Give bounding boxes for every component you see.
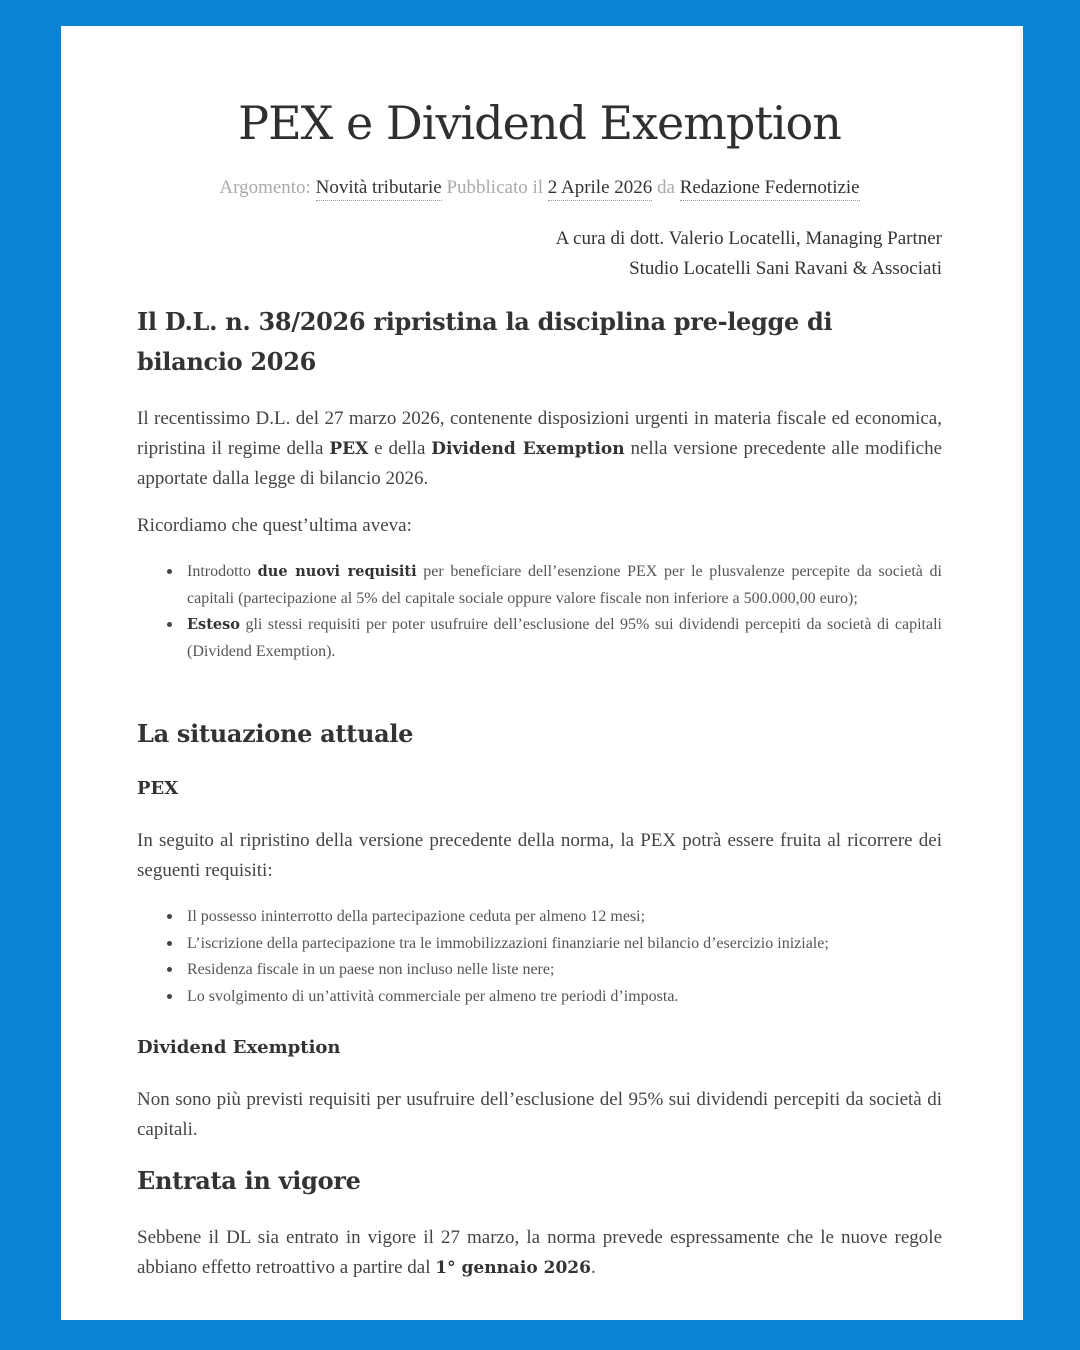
list-item: L’iscrizione della partecipazione tra le immobilizzazioni finanziarie nel bilancio d’esercizio iniziale; [137,931,942,958]
list-item [137,559,942,612]
article-page [61,26,1023,1320]
dividend-text: Non sono più previsti requisiti per usufruire dell’esclusione del 95% sui dividendi percepiti da società di capitali. [137,1089,942,1140]
list-item: Lo svolgimento di un’attività commerciale per almeno tre periodi d’imposta. [137,984,942,1011]
p1-bold-pex: PEX [329,439,369,459]
pex-heading: PEX [137,778,179,799]
p1-bold-dividend: Dividend Exemption [431,439,625,459]
list-item: Il possesso ininterrotto della partecipazione ceduta per almeno 12 mesi; [137,904,942,931]
section1-paragraph2: Ricordiamo che quest’ultima aveva: [137,515,412,536]
list-item: Residenza fiscale in un paese non incluso nelle liste nere; [137,957,942,984]
section1-heading: Il D.L. n. 38/2026 ripristina la disciplina pre-legge di bilancio 2026 [137,307,833,376]
article-meta [137,177,942,199]
p1-text-a: Il recentissimo D.L. del 27 marzo 2026, contenente disposizioni urgenti in materia fiscale ed economica, ripristina il regime della [137,408,942,459]
byline-line1: A cura di dott. Valerio Locatelli, Managing Partner [555,228,942,249]
p1-text-b: e della [368,438,432,459]
s3-text-a: Sebbene il DL sia entrato in vigore il 27 marzo, la norma prevede espressamente che le nuove regole abbiano effetto retroattivo a partire dal [137,1227,942,1278]
section1-list [137,559,942,665]
s3-text-b: . [590,1257,596,1278]
list-item-bold: due nuovi requisiti [257,563,417,580]
author-link[interactable]: Redazione Federnotizie [680,177,860,201]
published-label: Pubblicato il [446,177,544,198]
byline [137,224,942,284]
list-item-bold: Esteso [187,616,240,633]
topic-label: Argomento: [219,177,311,198]
list-item-post: gli stessi requisiti per poter usufruire dell’esclusione del 95% sui dividendi percepiti da società di capitali (Dividend Exemption). [187,616,942,660]
date-link[interactable]: 2 Aprile 2026 [548,177,653,201]
pex-requirements-list [137,904,942,1010]
topic-link[interactable]: Novità tributarie [316,177,442,201]
p1-text-c: nella versione precedente alle modifiche apportate dalla legge di bilancio 2026. [137,438,943,489]
list-item [137,612,942,665]
section3-paragraph [137,1223,942,1283]
byline-line2: Studio Locatelli Sani Ravani & Associati [629,258,942,279]
section3-heading: Entrata in vigore [137,1166,361,1195]
list-item-pre: Introdotto [187,563,258,580]
list-item-post: per beneficiare dell’esenzione PEX per le plusvalenze percepite da società di capitali (partecipazione al 5% del capitale sociale oppure valore fiscale non inferiore a 500.000,00 euro); [187,563,943,607]
pex-intro: In seguito al ripristino della versione precedente della norma, la PEX potrà essere fruita al ricorrere dei seguenti requisiti: [137,830,942,881]
page-title: PEX e Dividend Exemption [238,96,841,150]
dividend-heading: Dividend Exemption [137,1037,341,1058]
section1-paragraph1 [137,404,942,494]
section2-heading: La situazione attuale [137,719,414,748]
s3-bold-date: 1° gennaio 2026 [435,1258,591,1278]
author-label: da [657,177,675,198]
